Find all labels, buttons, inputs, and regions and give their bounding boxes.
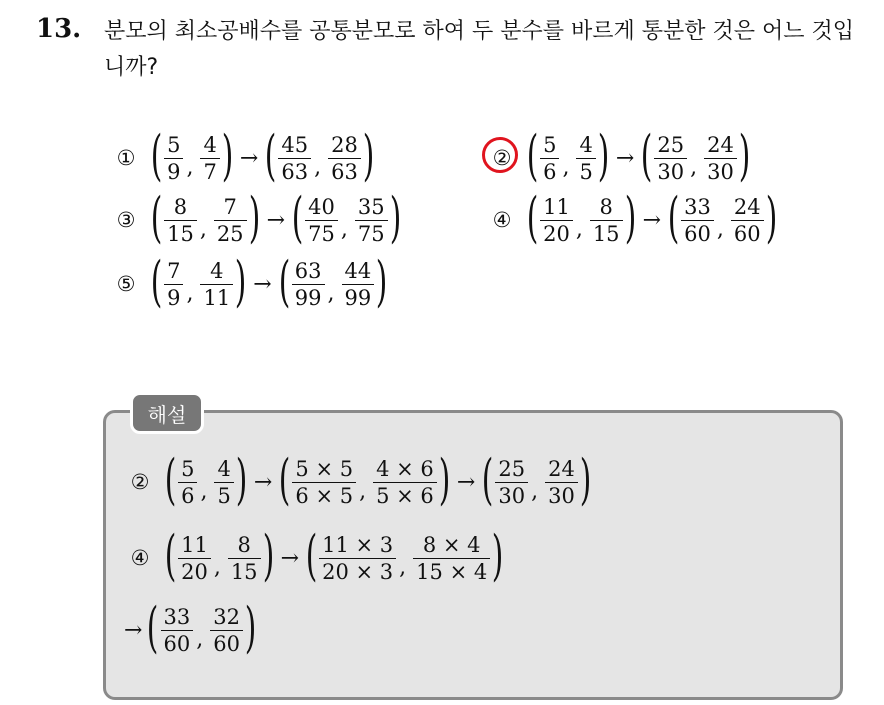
arrow-icon: → — [456, 469, 476, 495]
fraction — [373, 456, 437, 509]
left-paren: ( — [305, 524, 318, 587]
comma: , — [359, 478, 367, 504]
numerator: 8 — [237, 532, 251, 557]
comma: , — [196, 626, 204, 652]
fraction — [161, 604, 194, 657]
arrow-icon: → — [253, 271, 272, 297]
numerator: 7 — [167, 258, 181, 283]
comma: , — [716, 216, 724, 242]
fraction — [178, 532, 211, 585]
fraction — [342, 258, 375, 311]
numerator: 32 — [213, 604, 240, 629]
question-number: 13. — [36, 14, 82, 44]
comma: , — [575, 216, 583, 242]
right-paren: ) — [244, 596, 257, 659]
comma: , — [399, 554, 407, 580]
comma: , — [531, 478, 539, 504]
fraction — [576, 132, 595, 185]
left-paren: ( — [150, 124, 163, 187]
fraction — [681, 194, 714, 247]
denominator: 60 — [161, 630, 194, 657]
denominator: 99 — [342, 284, 375, 311]
comma: , — [200, 478, 208, 504]
numerator: 33 — [163, 604, 191, 629]
left-paren: ( — [265, 124, 277, 187]
comma: , — [340, 216, 348, 242]
denominator: 15 — [590, 220, 623, 247]
denominator: 6 × 5 — [292, 482, 356, 509]
comma: , — [213, 554, 221, 580]
left-paren: ( — [279, 448, 291, 511]
fraction-pair — [279, 448, 451, 511]
right-paren: ) — [738, 124, 751, 187]
numerator: 8 — [599, 194, 613, 219]
right-paren: ) — [362, 124, 375, 187]
solution-line — [124, 596, 257, 660]
fraction-pair — [526, 186, 636, 249]
fraction — [545, 456, 578, 509]
comma: , — [690, 154, 698, 180]
choice-number: ⑤ — [116, 272, 136, 296]
left-paren: ( — [641, 124, 653, 187]
arrow-icon: → — [280, 545, 300, 571]
left-paren: ( — [667, 186, 680, 249]
left-paren: ( — [482, 448, 494, 511]
denominator: 5 — [214, 482, 233, 509]
numerator: 5 — [543, 132, 557, 157]
arrow-icon: → — [642, 207, 662, 233]
fraction — [654, 132, 687, 185]
numerator: 4 — [203, 132, 217, 157]
denominator: 15 — [228, 558, 261, 585]
numerator: 5 × 5 — [295, 456, 354, 481]
fraction — [413, 532, 490, 585]
fraction — [214, 194, 247, 247]
fraction-pair — [667, 186, 777, 249]
fraction-pair — [482, 448, 592, 511]
denominator: 60 — [210, 630, 243, 657]
numerator: 24 — [733, 194, 761, 219]
numerator: 5 — [181, 456, 195, 481]
denominator: 60 — [731, 220, 764, 247]
denominator: 75 — [305, 220, 338, 247]
numerator: 25 — [498, 456, 526, 481]
choice-option — [486, 124, 751, 188]
right-paren: ) — [438, 448, 451, 511]
numerator: 7 — [223, 194, 237, 219]
right-paren: ) — [375, 250, 388, 313]
left-paren: ( — [291, 186, 304, 249]
fraction — [214, 456, 233, 509]
solution-choice-number: ② — [130, 470, 150, 494]
numerator: 40 — [308, 194, 335, 219]
left-paren: ( — [526, 124, 539, 187]
numerator: 4 × 6 — [376, 456, 434, 481]
numerator: 11 × 3 — [322, 532, 394, 557]
denominator: 30 — [545, 482, 578, 509]
right-paren: ) — [491, 524, 504, 587]
fraction — [540, 132, 559, 185]
fraction — [355, 194, 388, 247]
right-paren: ) — [221, 124, 234, 187]
arrow-icon: → — [266, 207, 286, 233]
fraction-pair — [150, 250, 247, 313]
right-paren: ) — [624, 186, 636, 249]
denominator: 15 × 4 — [413, 558, 490, 585]
fraction — [200, 258, 233, 311]
fraction — [731, 194, 764, 247]
fraction — [495, 456, 528, 509]
numerator: 63 — [294, 258, 322, 283]
numerator: 4 — [579, 132, 593, 157]
denominator: 30 — [495, 482, 528, 509]
numerator: 45 — [281, 132, 309, 157]
fraction — [228, 532, 261, 585]
choice-option — [110, 124, 375, 188]
numerator: 11 — [543, 194, 570, 219]
comma: , — [199, 216, 207, 242]
left-paren: ( — [164, 524, 177, 587]
denominator: 6 — [540, 158, 559, 185]
denominator: 30 — [704, 158, 737, 185]
right-paren: ) — [262, 524, 274, 587]
numerator: 33 — [684, 194, 711, 219]
fraction-pair — [278, 250, 388, 313]
fraction — [164, 258, 183, 311]
arrow-icon: → — [253, 469, 273, 495]
choice-number: ④ — [492, 208, 512, 232]
fraction — [540, 194, 573, 247]
denominator: 9 — [164, 284, 183, 311]
right-paren: ) — [235, 448, 248, 511]
choice-option — [486, 186, 777, 250]
fraction — [328, 132, 361, 185]
denominator: 11 — [200, 284, 233, 311]
fraction — [164, 194, 197, 247]
denominator: 20 — [540, 220, 573, 247]
denominator: 63 — [328, 158, 361, 185]
fraction-pair — [164, 448, 248, 511]
right-paren: ) — [765, 186, 777, 249]
numerator: 8 × 4 — [422, 532, 481, 557]
fraction — [278, 132, 311, 185]
comma: , — [186, 154, 194, 180]
arrow-icon: → — [239, 145, 259, 171]
fraction-pair — [147, 596, 257, 659]
denominator: 7 — [200, 158, 219, 185]
fraction — [319, 532, 396, 585]
right-paren: ) — [597, 124, 610, 187]
fraction-pair — [291, 186, 401, 249]
fraction — [590, 194, 623, 247]
arrow-icon: → — [124, 617, 143, 643]
fraction — [210, 604, 243, 657]
solution-line — [124, 448, 592, 512]
fraction — [292, 258, 325, 311]
denominator: 5 — [576, 158, 595, 185]
numerator: 28 — [331, 132, 358, 157]
numerator: 8 — [173, 194, 188, 219]
numerator: 44 — [344, 258, 372, 283]
fraction-pair — [150, 124, 234, 187]
solution-choice-number: ④ — [130, 546, 150, 570]
denominator: 9 — [164, 158, 183, 185]
numerator: 35 — [357, 194, 385, 219]
denominator: 99 — [292, 284, 325, 311]
numerator: 5 — [167, 132, 181, 157]
question-text: 분모의 최소공배수를 공통분모로 하여 두 분수를 바르게 통분한 것은 어느 것입니까? — [104, 19, 854, 80]
denominator: 20 × 3 — [319, 558, 396, 585]
right-paren: ) — [234, 250, 247, 313]
denominator: 30 — [654, 158, 687, 185]
left-paren: ( — [150, 250, 163, 313]
fraction-pair — [641, 124, 751, 187]
numerator: 4 — [217, 456, 231, 481]
fraction — [292, 456, 356, 509]
fraction-pair — [150, 186, 260, 249]
fraction — [305, 194, 338, 247]
denominator: 25 — [214, 220, 247, 247]
numerator: 11 — [181, 532, 208, 557]
choice-option — [110, 186, 401, 250]
denominator: 75 — [355, 220, 388, 247]
left-paren: ( — [278, 250, 291, 313]
solution-tab-label: 해설 — [130, 392, 204, 434]
comma: , — [327, 280, 335, 306]
numerator: 4 — [210, 258, 224, 283]
choice-number: ③ — [116, 208, 136, 232]
denominator: 60 — [681, 220, 714, 247]
comma: , — [314, 154, 322, 180]
denominator: 5 × 6 — [373, 482, 437, 509]
comma: , — [186, 280, 194, 306]
numerator: 24 — [707, 132, 734, 157]
left-paren: ( — [147, 596, 159, 659]
fraction-pair — [164, 524, 274, 587]
fraction-pair — [265, 124, 375, 187]
left-paren: ( — [526, 186, 539, 249]
choice-number: ② — [486, 146, 518, 170]
comma: , — [562, 154, 570, 180]
right-paren: ) — [248, 186, 260, 249]
right-paren: ) — [389, 186, 401, 249]
denominator: 15 — [164, 220, 197, 247]
left-paren: ( — [150, 186, 163, 249]
right-paren: ) — [579, 448, 592, 511]
fraction-pair — [526, 124, 610, 187]
fraction — [178, 456, 197, 509]
answer-circle-mark — [482, 137, 518, 173]
fraction — [704, 132, 737, 185]
fraction — [200, 132, 219, 185]
choice-number: ① — [116, 146, 136, 170]
arrow-icon: → — [615, 145, 635, 171]
numerator: 25 — [657, 132, 685, 157]
fraction — [164, 132, 183, 185]
denominator: 63 — [278, 158, 311, 185]
fraction-pair — [305, 524, 504, 587]
denominator: 20 — [178, 558, 211, 585]
numerator: 24 — [548, 456, 575, 481]
denominator: 6 — [178, 482, 197, 509]
choice-option — [110, 250, 388, 314]
solution-line — [124, 524, 504, 588]
left-paren: ( — [164, 448, 177, 511]
